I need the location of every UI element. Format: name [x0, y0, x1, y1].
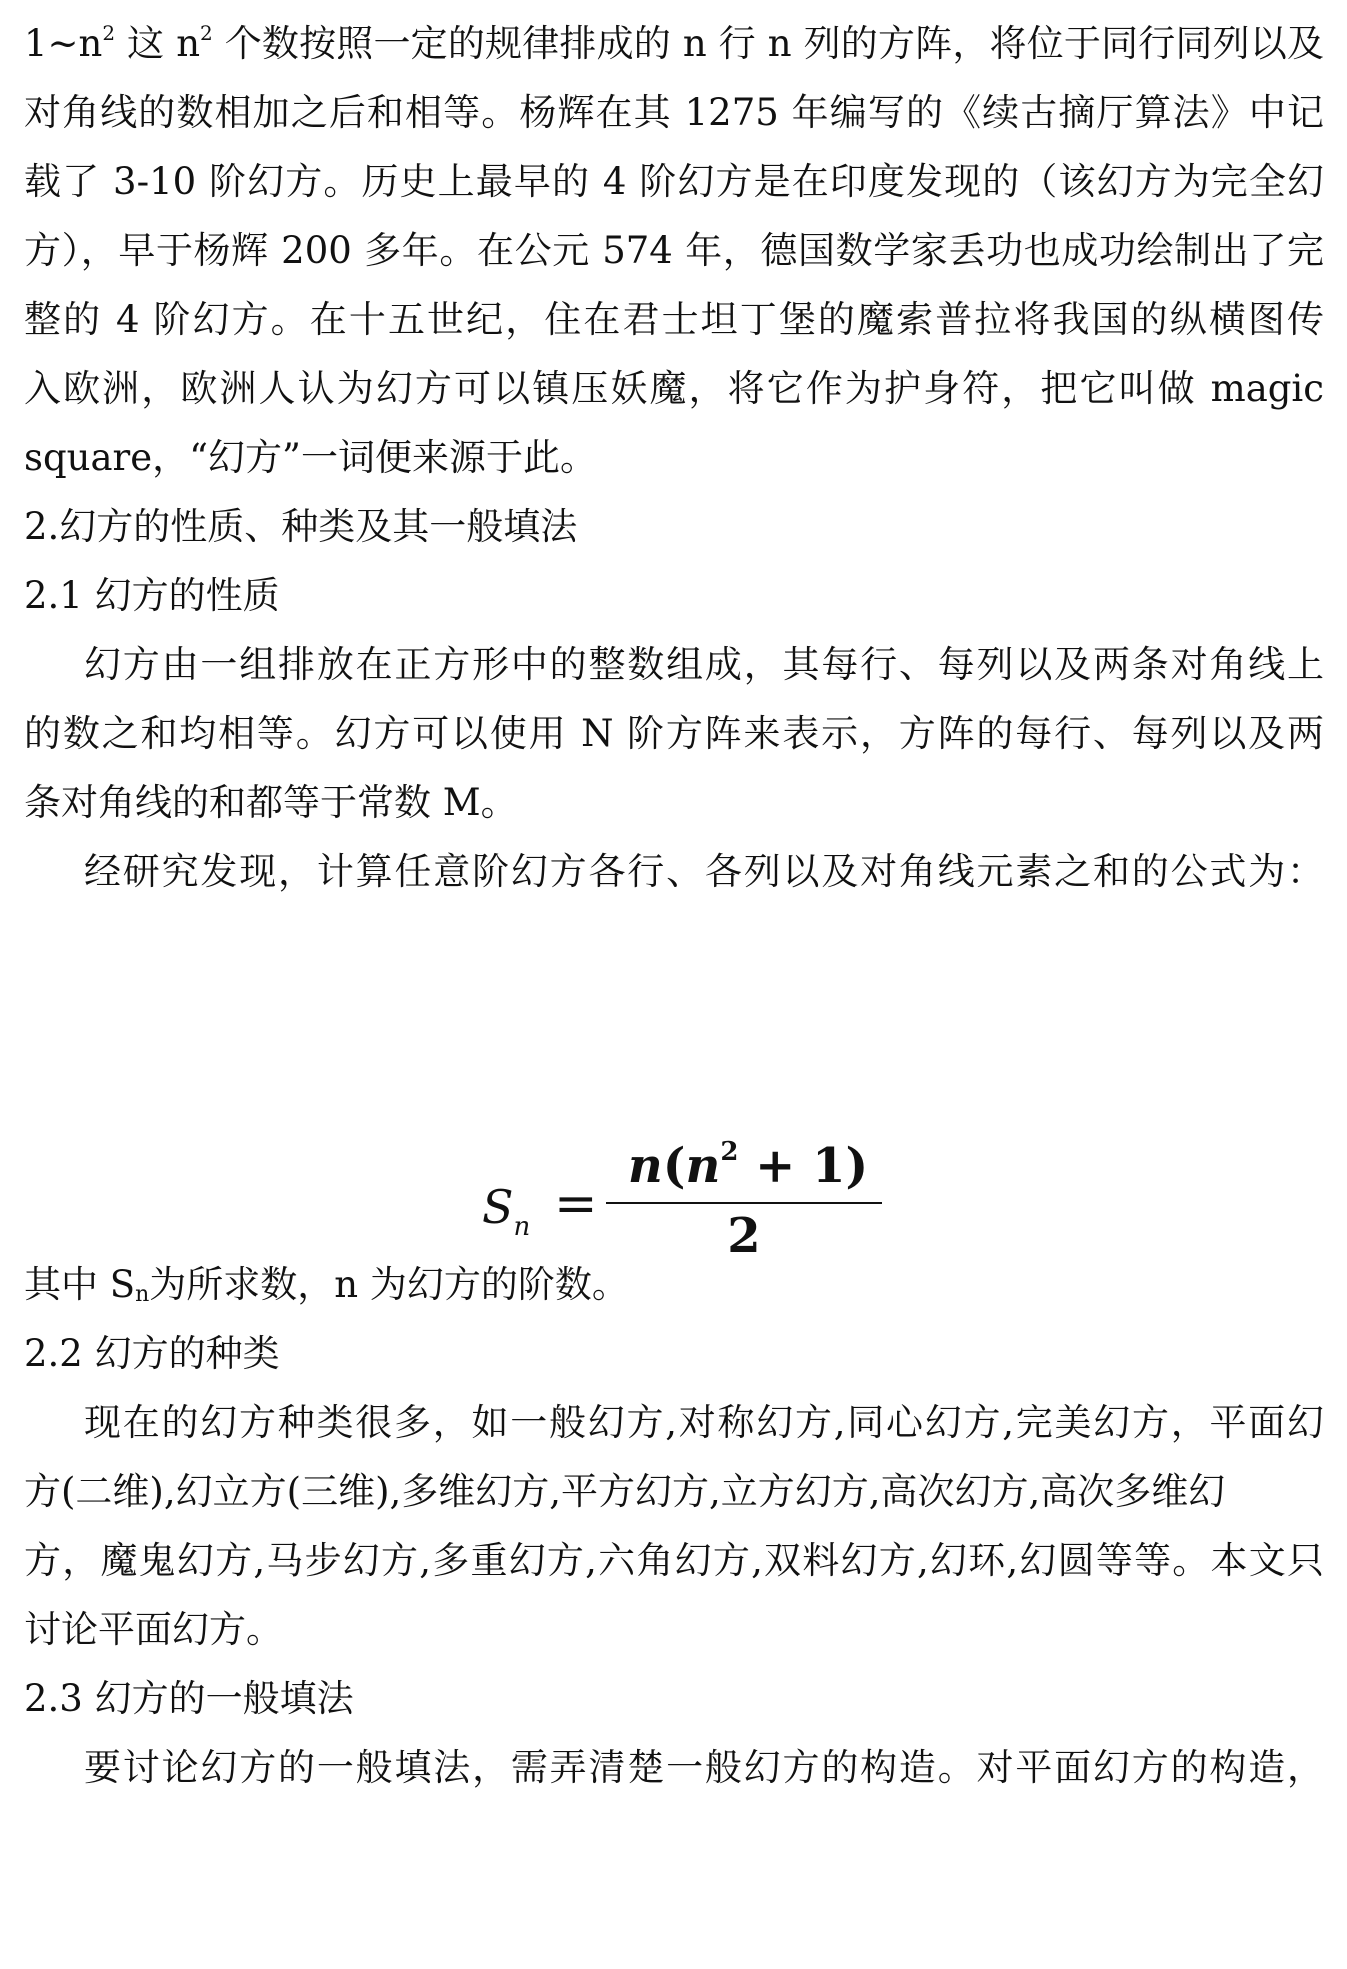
- subsection-heading: 2.2 幻方的种类: [24, 1332, 280, 1375]
- paragraph-line: 对角线的数相加之后和相等。杨辉在其 1275 年编写的《续古摘厅算法》中记: [24, 91, 1324, 134]
- paragraph-line: [24, 22, 1324, 66]
- paragraph-line: 方，魔鬼幻方,马步幻方,多重幻方,六角幻方,双料幻方,幻环,幻圆等等。本文只: [24, 1539, 1324, 1582]
- text-run: 这 n: [115, 22, 201, 65]
- text-run: 为所求数，n 为幻方的阶数。: [149, 1263, 629, 1306]
- formula-numerator: [622, 1138, 874, 1194]
- superscript: 2: [102, 21, 116, 45]
- text-run: 个数按照一定的规律排成的 n 行 n 列的方阵，将位于同行同列以及: [212, 22, 1324, 65]
- formula-plus-one: + 1): [738, 1138, 869, 1194]
- paragraph-line: 的数之和均相等。幻方可以使用 N 阶方阵来表示，方阵的每行、每列以及两: [24, 712, 1324, 755]
- paragraph-line: 幻方由一组排放在正方形中的整数组成，其每行、每列以及两条对角线上: [84, 643, 1324, 686]
- formula-equals: =: [554, 1174, 598, 1234]
- paragraph-line: 方(二维),幻立方(三维),多维幻方,平方幻方,立方幻方,高次幻方,高次多维幻: [24, 1470, 1226, 1513]
- paragraph-line: 经研究发现，计算任意阶幻方各行、各列以及对角线元素之和的公式为：: [84, 850, 1324, 893]
- formula-n: n: [627, 1138, 663, 1194]
- section-heading: 2.幻方的性质、种类及其一般填法: [24, 505, 578, 548]
- formula-exponent: 2: [720, 1137, 739, 1167]
- subsection-heading: 2.3 幻方的一般填法: [24, 1677, 354, 1720]
- subsection-heading: 2.1 幻方的性质: [24, 574, 280, 617]
- paragraph-line: 现在的幻方种类很多，如一般幻方,对称幻方,同心幻方,完美幻方，平面幻: [84, 1401, 1324, 1444]
- paragraph-line: 入欧洲，欧洲人认为幻方可以镇压妖魔，将它作为护身符，把它叫做 magic: [24, 367, 1324, 410]
- paragraph-line: 要讨论幻方的一般填法，需弄清楚一般幻方的构造。对平面幻方的构造，: [84, 1746, 1324, 1789]
- paragraph-line: [24, 1263, 629, 1307]
- paragraph-line: 条对角线的和都等于常数 M。: [24, 781, 518, 824]
- magic-sum-formula: [478, 1137, 878, 1264]
- formula-subscript: n: [513, 1212, 531, 1242]
- paragraph-line: 整的 4 阶幻方。在十五世纪，住在君士坦丁堡的魔索普拉将我国的纵横图传: [24, 298, 1324, 341]
- subscript: n: [135, 1282, 150, 1307]
- text-run: 其中 S: [24, 1263, 136, 1306]
- superscript: 2: [200, 21, 213, 45]
- paragraph-line: square，“幻方”一词便来源于此。: [24, 436, 597, 479]
- formula-lhs: [482, 1180, 530, 1242]
- formula-denominator: 2: [727, 1208, 761, 1264]
- formula-s: S: [482, 1180, 514, 1234]
- paragraph-line: 讨论平面幻方。: [24, 1608, 283, 1651]
- paragraph-line: 方），早于杨辉 200 多年。在公元 574 年，德国数学家丢功也成功绘制出了完: [24, 229, 1324, 272]
- paragraph-line: 载了 3-10 阶幻方。历史上最早的 4 阶幻方是在印度发现的（该幻方为完全幻: [24, 160, 1324, 203]
- formula-n: n: [685, 1138, 721, 1194]
- formula-paren: (: [662, 1138, 686, 1194]
- text-run: 1~n: [24, 22, 103, 65]
- fraction-bar: [606, 1202, 882, 1204]
